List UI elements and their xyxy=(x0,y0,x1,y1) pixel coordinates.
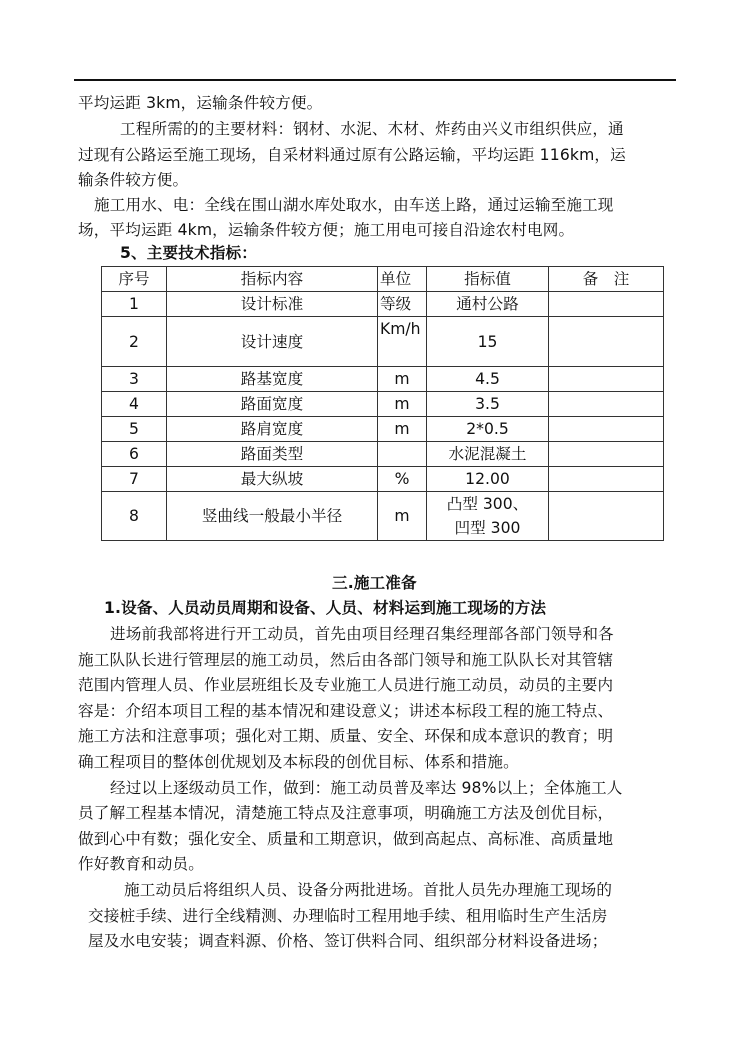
cell-index: 6 xyxy=(102,442,167,467)
paragraph-line: 作好教育和动员。 xyxy=(78,855,204,873)
table-row xyxy=(102,292,664,317)
paragraph-line: 经过以上逐级动员工作，做到：施工动员普及率达 98%以上；全体施工人 xyxy=(110,779,623,797)
cell-item: 设计标准 xyxy=(167,292,378,317)
cell-note xyxy=(549,317,664,367)
paragraph-line: 施工方法和注意事项；强化对工期、质量、安全、环保和成本意识的教育；明 xyxy=(78,727,614,745)
cell-value: 12.00 xyxy=(427,467,549,492)
paragraph-line: 做到心中有数；强化安全、质量和工期意识，做到高起点、高标准、高质量地 xyxy=(78,830,614,848)
paragraph-line: 输条件较方便。 xyxy=(78,171,189,189)
cell-unit: 等级 xyxy=(378,292,427,317)
cell-index: 5 xyxy=(102,417,167,442)
paragraph-line: 确工程项目的整体创优规划及本标段的创优目标、体系和措施。 xyxy=(78,753,519,771)
paragraph-line: 员了解工程基本情况，清楚施工特点及注意事项，明确施工方法及创优目标， xyxy=(78,804,614,822)
cell-item: 路面类型 xyxy=(167,442,378,467)
header-cell: 备 注 xyxy=(549,267,664,292)
cell-value: 水泥混凝土 xyxy=(427,442,549,467)
tech-heading: 5、主要技术指标： xyxy=(120,244,257,262)
paragraph-line: 场，平均运距 4km，运输条件较方便；施工用电可接自沿途农村电网。 xyxy=(78,221,575,239)
cell-unit: m xyxy=(378,492,427,541)
cell-value: 3.5 xyxy=(427,392,549,417)
cell-item: 路基宽度 xyxy=(167,367,378,392)
table-row xyxy=(102,442,664,467)
cell-note xyxy=(549,442,664,467)
cell-note xyxy=(549,367,664,392)
cell-unit xyxy=(378,442,427,467)
subsection-title: 1.设备、人员动员周期和设备、人员、材料运到施工现场的方法 xyxy=(104,599,547,617)
cell-value: 15 xyxy=(427,317,549,367)
cell-note xyxy=(549,492,664,541)
cell-index: 3 xyxy=(102,367,167,392)
cell-item: 路面宽度 xyxy=(167,392,378,417)
cell-note xyxy=(549,417,664,442)
cell-index: 8 xyxy=(102,492,167,541)
cell-index: 1 xyxy=(102,292,167,317)
header-cell: 指标内容 xyxy=(167,267,378,292)
table-row xyxy=(102,417,664,442)
cell-index: 7 xyxy=(102,467,167,492)
cell-unit: m xyxy=(378,392,427,417)
paragraph-line: 容是：介绍本项目工程的基本情况和建设意义；讲述本标段工程的施工特点、 xyxy=(78,702,614,720)
header-cell: 指标值 xyxy=(427,267,549,292)
paragraph-line: 交接桩手续、进行全线精测、办理临时工程用地手续、租用临时生产生活房 xyxy=(88,907,608,925)
cell-item: 路肩宽度 xyxy=(167,417,378,442)
cell-item: 竖曲线一般最小半径 xyxy=(167,492,378,541)
tech-indicator-table xyxy=(101,266,664,541)
cell-index: 4 xyxy=(102,392,167,417)
cell-value: 2*0.5 xyxy=(427,417,549,442)
cell-value: 通村公路 xyxy=(427,292,549,317)
section-title: 三.施工准备 xyxy=(332,574,417,592)
cell-note xyxy=(549,292,664,317)
table-row xyxy=(102,467,664,492)
paragraph-line: 平均运距 3km，运输条件较方便。 xyxy=(78,94,323,112)
cell-index: 2 xyxy=(102,317,167,367)
table-row xyxy=(102,317,664,367)
header-cell: 序号 xyxy=(102,267,167,292)
table-row xyxy=(102,492,664,541)
paragraph-line: 进场前我部将进行开工动员，首先由项目经理召集经理部各部门领导和各 xyxy=(110,625,614,643)
paragraph-line: 过现有公路运至施工现场，自采材料通过原有公路运输，平均运距 116km，运 xyxy=(78,146,626,164)
cell-item: 设计速度 xyxy=(167,317,378,367)
cell-unit: m xyxy=(378,367,427,392)
cell-unit: m xyxy=(378,417,427,442)
table-row xyxy=(102,392,664,417)
paragraph-line: 施工用水、电：全线在围山湖水库处取水，由车送上路，通过运输至施工现 xyxy=(94,196,614,214)
paragraph-line: 工程所需的的主要材料：钢材、水泥、木材、炸药由兴义市组织供应，通 xyxy=(120,120,624,138)
cell-unit: % xyxy=(378,467,427,492)
table-header-row xyxy=(102,267,664,292)
table-row xyxy=(102,367,664,392)
paragraph-line: 施工队队长进行管理层的施工动员，然后由各部门领导和施工队队长对其管辖 xyxy=(78,651,614,669)
cell-note xyxy=(549,467,664,492)
cell-note xyxy=(549,392,664,417)
paragraph-line: 范围内管理人员、作业层班组长及专业施工人员进行施工动员，动员的主要内 xyxy=(78,676,614,694)
paragraph-line: 施工动员后将组织人员、设备分两批进场。首批人员先办理施工现场的 xyxy=(124,881,613,899)
cell-value: 凸型 300、凹型 300 xyxy=(427,492,549,541)
header-rule xyxy=(74,79,676,81)
cell-unit: Km/h xyxy=(378,317,427,367)
header-cell: 单位 xyxy=(378,267,427,292)
paragraph-line: 屋及水电安装；调查料源、价格、签订供料合同、组织部分材料设备进场； xyxy=(88,932,608,950)
cell-value: 4.5 xyxy=(427,367,549,392)
cell-item: 最大纵坡 xyxy=(167,467,378,492)
